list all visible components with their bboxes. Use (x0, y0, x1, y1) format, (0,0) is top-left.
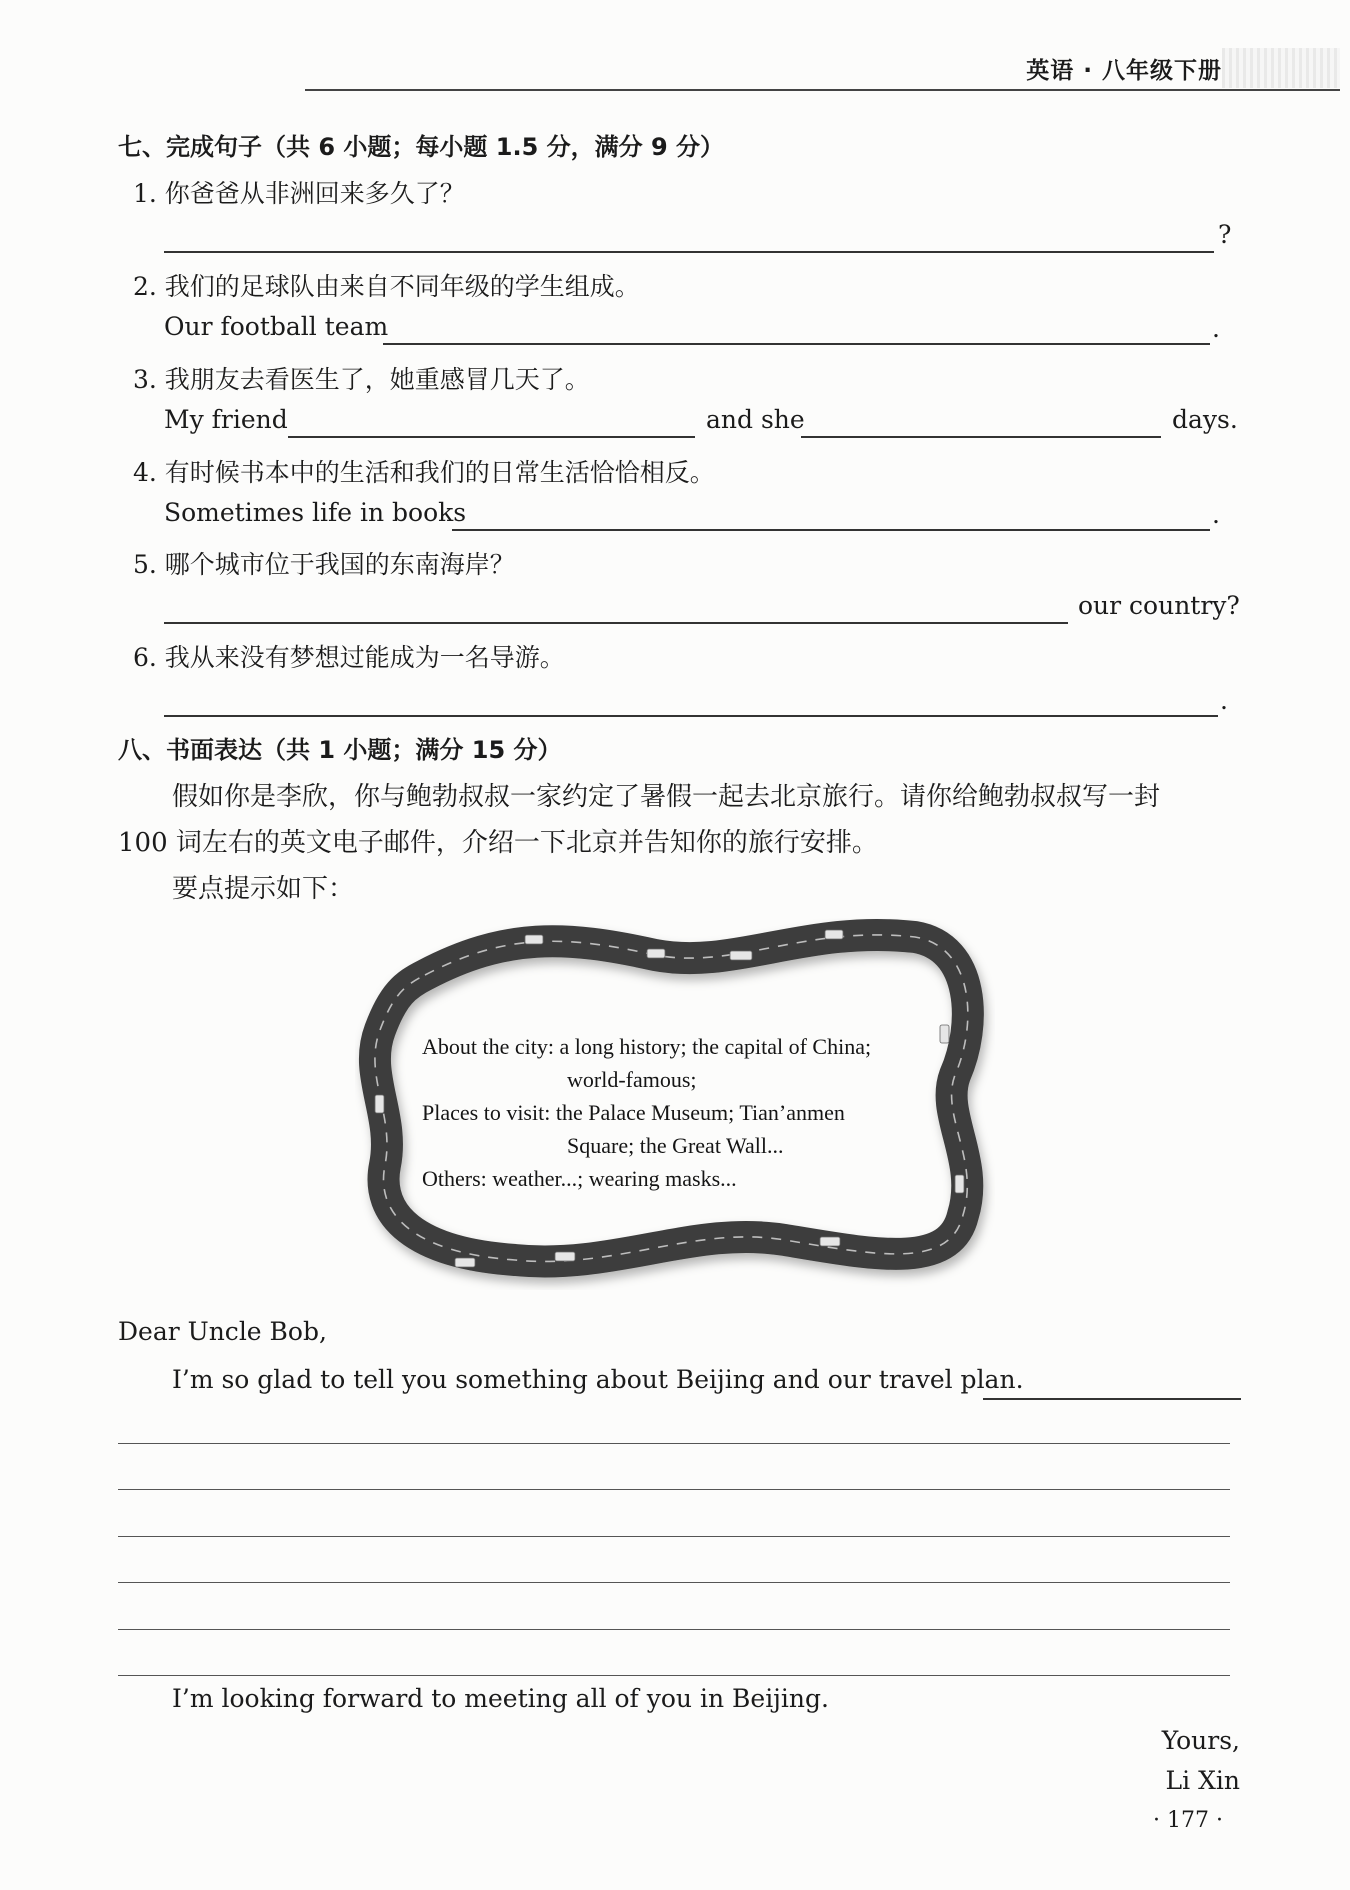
q1-answer-line[interactable] (164, 251, 1214, 253)
q4-chinese: 4. 有时候书本中的生活和我们的日常生活恰恰相反。 (133, 458, 715, 487)
q3-mid: and she (706, 405, 805, 434)
tips-about-city: About the city: a long history; the capital of China; (422, 1034, 872, 1059)
q6-chinese: 6. 我从来没有梦想过能成为一名导游。 (133, 643, 565, 672)
tips-places: Places to visit: the Palace Museum; Tian’anmen (422, 1100, 845, 1125)
header-title: 英语 · 八年级下册 (1026, 58, 1222, 84)
q1-chinese: 1. 你爸爸从非洲回来多久了？ (133, 179, 465, 208)
writing-line-1[interactable] (118, 1443, 1230, 1444)
header-texture (1222, 48, 1340, 88)
header-rule (305, 89, 1340, 91)
q6-end-punct: . (1220, 686, 1228, 715)
car-icon (375, 930, 964, 1267)
tips-label: 要点提示如下： (172, 874, 355, 904)
q2-end-punct: . (1212, 314, 1220, 343)
q2-prefix: Our football team (164, 312, 389, 341)
q6-answer-line[interactable] (164, 715, 1218, 717)
q5-chinese: 5. 哪个城市位于我国的东南海岸？ (133, 550, 515, 579)
q3-chinese: 3. 我朋友去看医生了，她重感冒几天了。 (133, 365, 590, 394)
q1-end-punct: ? (1218, 220, 1232, 249)
q4-answer-line[interactable] (452, 529, 1210, 531)
writing-line-2[interactable] (118, 1489, 1230, 1490)
section7-title: 七、完成句子（共 6 小题；每小题 1.5 分，满分 9 分） (118, 133, 725, 161)
letter-opening: I’m so glad to tell you something about Beijing and our travel plan. (172, 1365, 1024, 1394)
q3-suffix: days. (1172, 405, 1238, 434)
letter-greeting: Dear Uncle Bob, (118, 1317, 327, 1346)
tips-others: Others: weather...; wearing masks... (422, 1166, 737, 1191)
section8-title: 八、书面表达（共 1 小题；满分 15 分） (118, 736, 562, 764)
letter-closing: I’m looking forward to meeting all of you in Beijing. (172, 1684, 829, 1713)
prompt-line-1: 假如你是李欣，你与鲍勃叔叔一家约定了暑假一起去北京旅行。请你给鲍勃叔叔写一封 (172, 782, 1161, 812)
q4-prefix: Sometimes life in books (164, 498, 467, 527)
q3-prefix: My friend (164, 405, 288, 434)
writing-line-5[interactable] (118, 1629, 1230, 1630)
q3-answer-line-1[interactable] (288, 436, 695, 438)
writing-line-6[interactable] (118, 1675, 1230, 1676)
writing-line-3[interactable] (118, 1536, 1230, 1537)
tips-about-city-cont: world-famous; (567, 1067, 697, 1092)
q2-answer-line[interactable] (383, 343, 1210, 345)
q5-answer-line[interactable] (164, 622, 1068, 624)
writing-line-4[interactable] (118, 1582, 1230, 1583)
letter-signature: Li Xin (1165, 1766, 1240, 1795)
q4-end-punct: . (1212, 500, 1220, 529)
letter-signoff: Yours, (1161, 1726, 1240, 1755)
q3-answer-line-2[interactable] (801, 436, 1161, 438)
page-number: · 177 · (1153, 1808, 1223, 1833)
q2-chinese: 2. 我们的足球队由来自不同年级的学生组成。 (133, 272, 640, 301)
q5-suffix: our country? (1078, 591, 1240, 620)
prompt-line-2: 100 词左右的英文电子邮件，介绍一下北京并告知你的旅行安排。 (118, 828, 878, 858)
tips-places-cont: Square; the Great Wall... (567, 1133, 784, 1158)
writing-line-0[interactable] (983, 1398, 1241, 1400)
